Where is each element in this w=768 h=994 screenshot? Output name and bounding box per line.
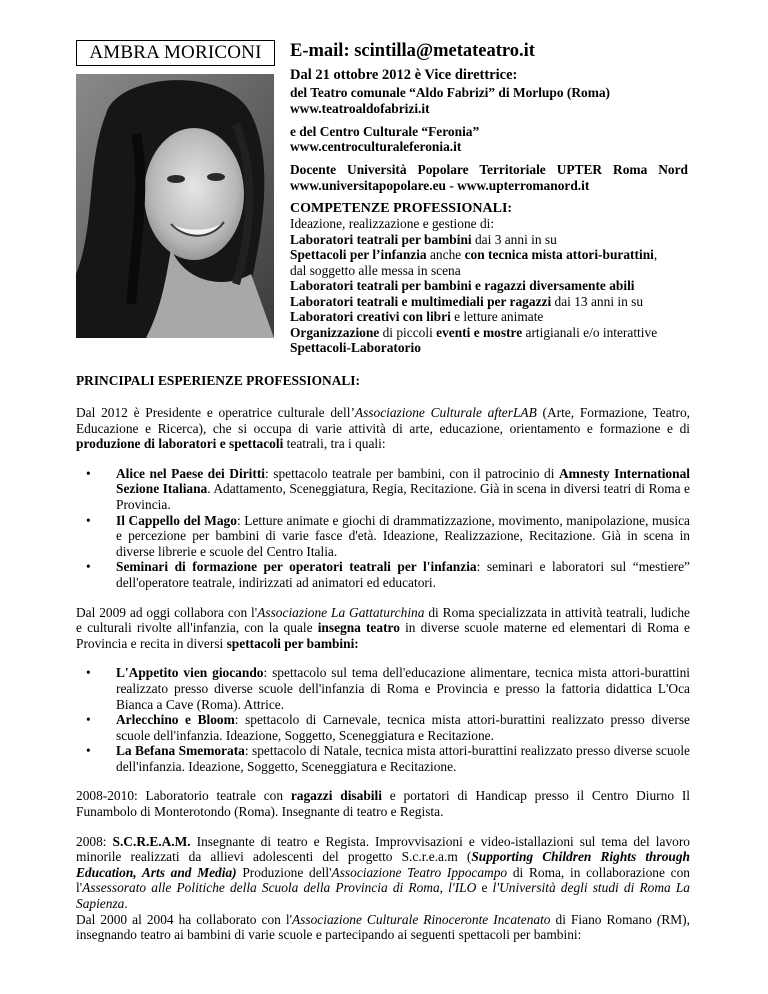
- portrait-image: [76, 74, 274, 338]
- list-item: • Seminari di formazione per operatori teatrali per l'infanzia: seminari e laboratori sul “mestiere” dell'operatore teatrale, indirizzati ad animatori ed educatori.: [116, 559, 690, 590]
- entry-url: www.teatroaldofabrizi.it: [290, 100, 430, 116]
- afterlab-list: [76, 466, 690, 591]
- name-box: [76, 40, 275, 66]
- skills-title: COMPETENZE PROFESSIONALI:: [290, 200, 513, 216]
- skills-intro: Ideazione, realizzazione e gestione di:: [290, 216, 495, 232]
- entry-teatro-fabrizi: [290, 85, 688, 117]
- list-item: • Il Cappello del Mago: Letture animate e giochi di drammatizzazione, movimento, manipolazione, musica e percezione per bambini di varie fasce d'età. Ideazione, Realizzazione, Recitazione. Già in scena in diverse librerie e scuole del Centro Italia.: [116, 513, 690, 560]
- skill-item: Laboratori teatrali per bambini dai 3 anni in su: [290, 231, 557, 247]
- paragraph-funambolo: 2008-2010: Laboratorio teatrale con ragazzi disabili e portatori di Handicap presso il Centro Diurno Il Funambolo di Monterotondo (Roma). Insegnante di teatro e Regista.: [76, 788, 690, 820]
- list-item: • Arlecchino e Bloom: spettacolo di Carnevale, tecnica mista attori-burattini realizzato presso diverse scuole dell'infanzia. Ideazione, Soggetto, Sceneggiatura e Recitazione.: [116, 712, 690, 743]
- skill-item: Spettacoli-Laboratorio: [290, 340, 421, 356]
- portrait-photo: [76, 74, 274, 338]
- entry-text: e del Centro Culturale “Feronia”: [290, 123, 480, 139]
- entry-text: del Teatro comunale “Aldo Fabrizi” di Morlupo (Roma): [290, 85, 611, 100]
- paragraph-gattaturchina: Dal 2009 ad oggi collabora con l'Associazione La Gattaturchina di Roma specializzata in attività teatrali, ludiche e culturali rivolte all'infanzia, con la quale insegna teatro in diverse scuole materne ed elementari di Roma e Provincia e recita in diversi spettacoli per bambini:: [76, 604, 691, 651]
- skill-item: Spettacoli per l’infanzia anche con tecnica mista attori-burattini,: [290, 247, 658, 263]
- paragraph-scream: 2008: S.C.R.E.A.M. Insegnante di teatro e Regista. Improvvisazioni e video-istallazioni sul tema del lavoro minorile realizzati da allievi adolescenti del progetto S.c.r.e.a.m (Supporting Children Rights through Education, Arts and Media) Produzione dell'Associazione Teatro Ippocampo di Roma, in collaborazione con l'Assessorato alle Politiche della Scuola della Provincia di Roma, l'ILO e l'Università degli studi di Roma La Sapienza.: [76, 833, 690, 912]
- skill-item: Laboratori creativi con libri e letture animate: [290, 309, 544, 325]
- list-item: • La Befana Smemorata: spettacolo di Natale, tecnica mista attori-burattini realizzato presso diverse scuole dell'infanzia. Ideazione, Soggetto, Sceneggiatura e Recitazione.: [116, 743, 690, 774]
- person-name: AMBRA MORICONI: [89, 42, 262, 63]
- entry-url: www.universitapopolare.eu - www.upterromanord.it: [290, 177, 590, 193]
- skill-item: dal soggetto alle messa in scena: [290, 262, 461, 278]
- gattaturchina-list: [76, 665, 690, 774]
- section-title: PRINCIPALI ESPERIENZE PROFESSIONALI:: [76, 373, 360, 388]
- contact-column: [290, 40, 688, 356]
- entry-url: www.centroculturaleferonia.it: [290, 139, 462, 155]
- paragraph-afterlab: Dal 2012 è Presidente e operatrice culturale dell’Associazione Culturale afterLAB (Arte, Formazione, Teatro, Educazione e Ricerca), che si occupa di varie attività di arte, educazione, orientamento e formazione e di produzione di laboratori e spettacoli teatrali, tra i quali:: [76, 405, 691, 452]
- skills-section: [290, 201, 688, 356]
- list-item: • L'Appetito vien giocando: spettacolo sul tema dell'educazione alimentare, tecnica mista attori-burattini realizzato presso diverse scuole dell'infanzia di Roma e Provincia e presso la fattoria didattica L'Oca Bianca a Cave (Roma). Attrice.: [116, 665, 690, 712]
- skill-item: Laboratori teatrali per bambini e ragazzi diversamente abili: [290, 278, 635, 294]
- skill-item: Organizzazione di piccoli eventi e mostre artigianali e/o interattive: [290, 324, 658, 340]
- email: E-mail: scintilla@metateatro.it: [290, 41, 535, 61]
- experience-section: [76, 373, 690, 957]
- vice-director-line: Dal 21 ottobre 2012 è Vice direttrice:: [290, 67, 518, 83]
- entry-feronia: [290, 124, 688, 156]
- entry-text: Docente Università Popolare Territoriale UPTER Roma Nord: [290, 162, 688, 178]
- paragraph-rinoceronte: Dal 2000 al 2004 ha collaborato con l'Associazione Culturale Rinoceronte Incatenato di Fiano Romano (RM), insegnando teatro ai bambini di varie scuole e partecipando ai seguenti spettacoli per bambini:: [76, 911, 690, 943]
- list-item: • Alice nel Paese dei Diritti: spettacolo teatrale per bambini, con il patrocinio di Amnesty International Sezione Italiana. Adattamento, Sceneggiatura, Regia, Recitazione. Già in scena in diversi teatri di Roma e Provincia.: [116, 466, 690, 513]
- entry-upter: [290, 162, 688, 194]
- skill-item: Laboratori teatrali e multimediali per ragazzi dai 13 anni in su: [290, 293, 644, 309]
